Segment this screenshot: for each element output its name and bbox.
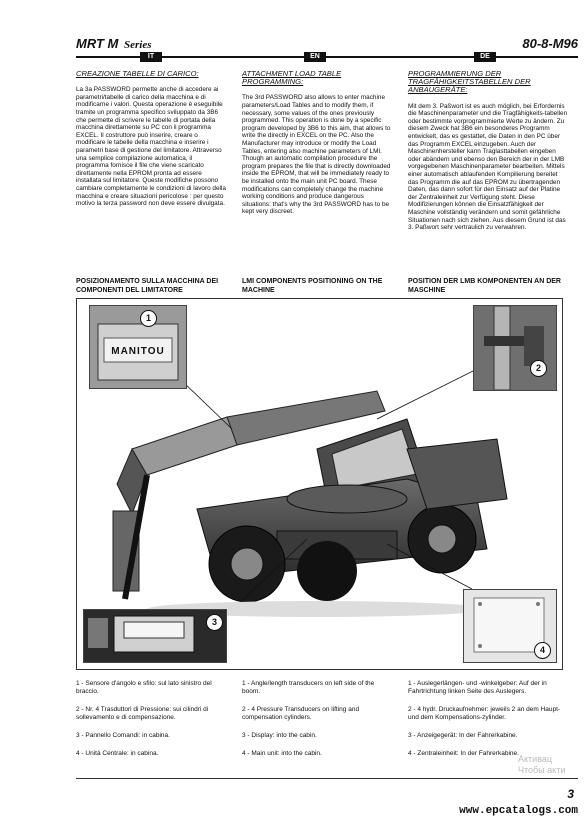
- column-german: [408, 70, 568, 232]
- display-panel-image: [84, 610, 226, 662]
- section-body-de: Mit dem 3. Paßwort ist es auch möglich, bei Erfordernis die Maschinenparameter und die Tragfähigkeits-tabellen oder bestimmte vorprogrammierte Werte zu ändern. Zu diesem Zweck hat 3B6 ein besonderes Programm entwickelt, das es gestattet, die Daten in den PC über das Programm EXCEL einzugeben. Auch der Maschinenhersteller kann Traglasttabellen eingeben oder abändern und ebenso den Bereich der in der LMB vorgegebenen Maschinenparameter bearbeiten. Mittels einer automatisch ablaufenden Kompilierung bereitet das Programm die auf das EPROM zu übertragenden Daten, das dann sofort für den Einsatz auf der Platine der Zentraleinheit zur Verfügung steht. Diese Modifizierungen können die Einsatzfähigkeit der Maschine vollständig verändern und somit gefährliche Situationen nach sich ziehen. Aus diesem Grund ist das 3. Paßwort sehr vertraulich zu verwahren.: [408, 102, 568, 232]
- callout-badge-1: 1: [140, 310, 157, 327]
- subtitle-en: LMI COMPONENTS POSITIONING ON THE MACHINE: [242, 278, 383, 294]
- legend-item: 4 - Main unit: into the cabin.: [242, 750, 322, 757]
- legend-item: 1 - Sensore d'angolo e sfilo: sul lato sinistro del braccio.: [76, 680, 212, 695]
- manitou-logo: MANITOU: [111, 346, 165, 357]
- watermark-line-2: Чтобы акти: [518, 765, 566, 775]
- source-url[interactable]: www.epcatalogs.com: [459, 805, 578, 817]
- section-body-it: La 3a PASSWORD permette anche di accedere ai parametri/tabelle di carico della macchina e di modificarne i valori. Questa operazione è eseguibile tramite un programma specifico sviluppato da 3B6 che permette di scrivere le tabelle di portata della macchina direttamente su PC con il programma EXCEL. Il costruttore può inserire, creare o modificare le tabelle della macchina e inserire i parametri base di gestione del limitatore. Attraverso una semplice compilazione automatica, il programma fornisce il file che viene scaricato direttamente nella EPROM pronta ad essere installata sul limitatore. Queste modifiche possono cambiare completamente le condizioni di lavoro della macchina e creare situazioni pericolose : per questo motivo la terza password non deve essere divulgata.: [76, 86, 226, 208]
- subtitle-it: POSIZIONAMENTO SULLA MACCHINA DEI COMPONENTI DEL LIMITATORE: [76, 278, 219, 294]
- lang-tab-de: DE: [474, 52, 496, 62]
- model-name: MRT M: [76, 36, 119, 51]
- legend-item: 3 - Display: into the cabin.: [242, 732, 317, 739]
- language-bar: [76, 52, 578, 62]
- legend-item: 3 - Anzeigegerät: In der Fahrerkabine.: [408, 732, 518, 739]
- machine-figure: [76, 298, 563, 670]
- watermark-line-1: Активац: [518, 754, 553, 764]
- legend-item: 4 - Unità Centrale: in cabina.: [76, 750, 159, 757]
- section-body-en: The 3rd PASSWORD also allows to enter machine parameters/Load Tables and to modify them, if necessary, some values of the ones previously programmed. This operation is done by a specific program developed by 3B6 to this aim, that allows to write the directly in EXCEL on the PC. Also the Manufacturer may introduce or modify the Load Tables, entering also machine parameters of LMI. Though an automatic compilation procedure the program prepares the file that is directly downloaded inside the EPROM, that will be immediately ready to be installed onto the main unit PC board. These modifications can completely change the machine working conditions and produce dangerous situations: that's why the 3rd PASSWORD has to be kept very discreet.: [242, 94, 391, 216]
- legend-item: 1 - Angle/length transducers on left side of the boom.: [242, 680, 375, 695]
- callout-badge-3: 3: [206, 614, 223, 631]
- legend-item: 4 - Zentraleinheit: In der Fahrerkabine.: [408, 750, 519, 757]
- callout-badge-2: 2: [530, 360, 547, 377]
- callout-pressure-transducers: [473, 305, 557, 391]
- cylinder-image: [474, 306, 556, 390]
- legend-item: 3 - Pannello Comandi: in cabina.: [76, 732, 170, 739]
- callout-angle-length-sensor: [89, 305, 187, 389]
- subtitle-de: POSITION DER LMB KOMPONENTEN AN DER MASCHINE: [408, 278, 561, 294]
- callout-display-panel: [83, 609, 227, 663]
- lang-tab-en: EN: [304, 52, 326, 62]
- footer-rule: [76, 778, 578, 779]
- column-italian: [76, 70, 226, 208]
- callout-main-unit: [463, 589, 557, 663]
- legend-english: [242, 680, 394, 768]
- legend-item: 2 - 4 Pressure Transducers on lifting and compensation cylinders.: [242, 706, 360, 721]
- series-label: Series: [124, 39, 152, 51]
- legend-item: 2 - 4 hydr. Druckaufnehmer: jeweils 2 an dem Haupt- und dem Kompensations-zylinder.: [408, 706, 561, 721]
- section-title-en: ATTACHMENT LOAD TABLE PROGRAMMING:: [242, 69, 342, 87]
- column-english: [242, 70, 392, 216]
- legend-item: 2 - Nr. 4 Trasduttori di Pressione: sui cilindri di sollevamento e di compensazione.: [76, 706, 209, 721]
- legend-item: 1 - Auslegerlängen- und -winkelgeber: Auf der in Fahrtrichtung linken Seite des Auslegers.: [408, 680, 547, 695]
- lang-tab-it: IT: [140, 52, 162, 62]
- document-header-model: [76, 36, 152, 51]
- callout-badge-4: 4: [534, 642, 551, 659]
- section-title-it: CREAZIONE TABELLE DI CARICO:: [76, 69, 199, 78]
- activation-watermark: [518, 754, 565, 776]
- document-code: 80-8-M96: [522, 36, 578, 51]
- page-number: 3: [567, 787, 574, 801]
- section-title-de: PROGRAMMIERUNG DER TRAGFÄHIGKEITSTABELLEN DER ANBAUGERÄTE:: [408, 69, 531, 95]
- legend-italian: [76, 680, 228, 768]
